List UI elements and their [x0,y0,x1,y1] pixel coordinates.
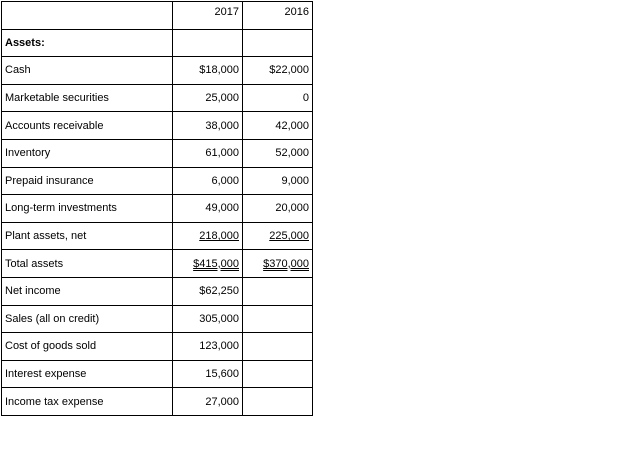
value-2017: 61,000 [173,139,243,167]
value-2016 [243,360,313,388]
value-2017: $415,000 [193,257,239,270]
value-2017: 6,000 [173,167,243,195]
table-row [2,112,313,140]
value-2016 [243,29,313,57]
value-2016 [243,277,313,305]
value-2016: 42,000 [243,112,313,140]
value-2016: $22,000 [243,57,313,85]
value-2016: 20,000 [243,195,313,223]
row-label: Net income [2,277,173,305]
row-label: Cost of goods sold [2,333,173,361]
table-row [2,250,313,278]
header-row [2,2,313,30]
value-2017: 27,000 [173,388,243,416]
value-2017: 123,000 [173,333,243,361]
value-2017: 38,000 [173,112,243,140]
value-2017: 305,000 [173,305,243,333]
row-label: Accounts receivable [2,112,173,140]
value-2016: 0 [243,84,313,112]
value-2017: $62,250 [173,277,243,305]
row-label: Sales (all on credit) [2,305,173,333]
value-2016: $370,000 [263,257,309,270]
row-label: Interest expense [2,360,173,388]
row-label: Income tax expense [2,388,173,416]
value-2016 [243,333,313,361]
value-2017: 25,000 [173,84,243,112]
row-label: Prepaid insurance [2,167,173,195]
value-2017: 49,000 [173,195,243,223]
table-row [2,305,313,333]
value-2016 [243,388,313,416]
row-label: Plant assets, net [2,222,173,250]
table-row [2,167,313,195]
table-row [2,29,313,57]
value-2016: 52,000 [243,139,313,167]
table-row [2,139,313,167]
table-row [2,84,313,112]
row-label: Long-term investments [2,195,173,223]
table-row [2,222,313,250]
financial-data-table [1,1,313,416]
row-label: Marketable securities [2,84,173,112]
value-2017 [173,29,243,57]
row-label: Cash [2,57,173,85]
table-row [2,360,313,388]
value-2016: 225,000 [269,230,309,243]
header-2016: 2016 [243,2,313,30]
value-2017: 15,600 [173,360,243,388]
header-blank-cell [2,2,173,30]
row-label: Inventory [2,139,173,167]
table-row [2,333,313,361]
row-label: Assets: [2,29,173,57]
header-2017: 2017 [173,2,243,30]
value-2017: $18,000 [173,57,243,85]
table-row [2,57,313,85]
row-label: Total assets [2,250,173,278]
table-row [2,388,313,416]
value-2016 [243,305,313,333]
table-row [2,277,313,305]
value-2016: 9,000 [243,167,313,195]
value-2017: 218,000 [199,230,239,243]
table-row [2,195,313,223]
